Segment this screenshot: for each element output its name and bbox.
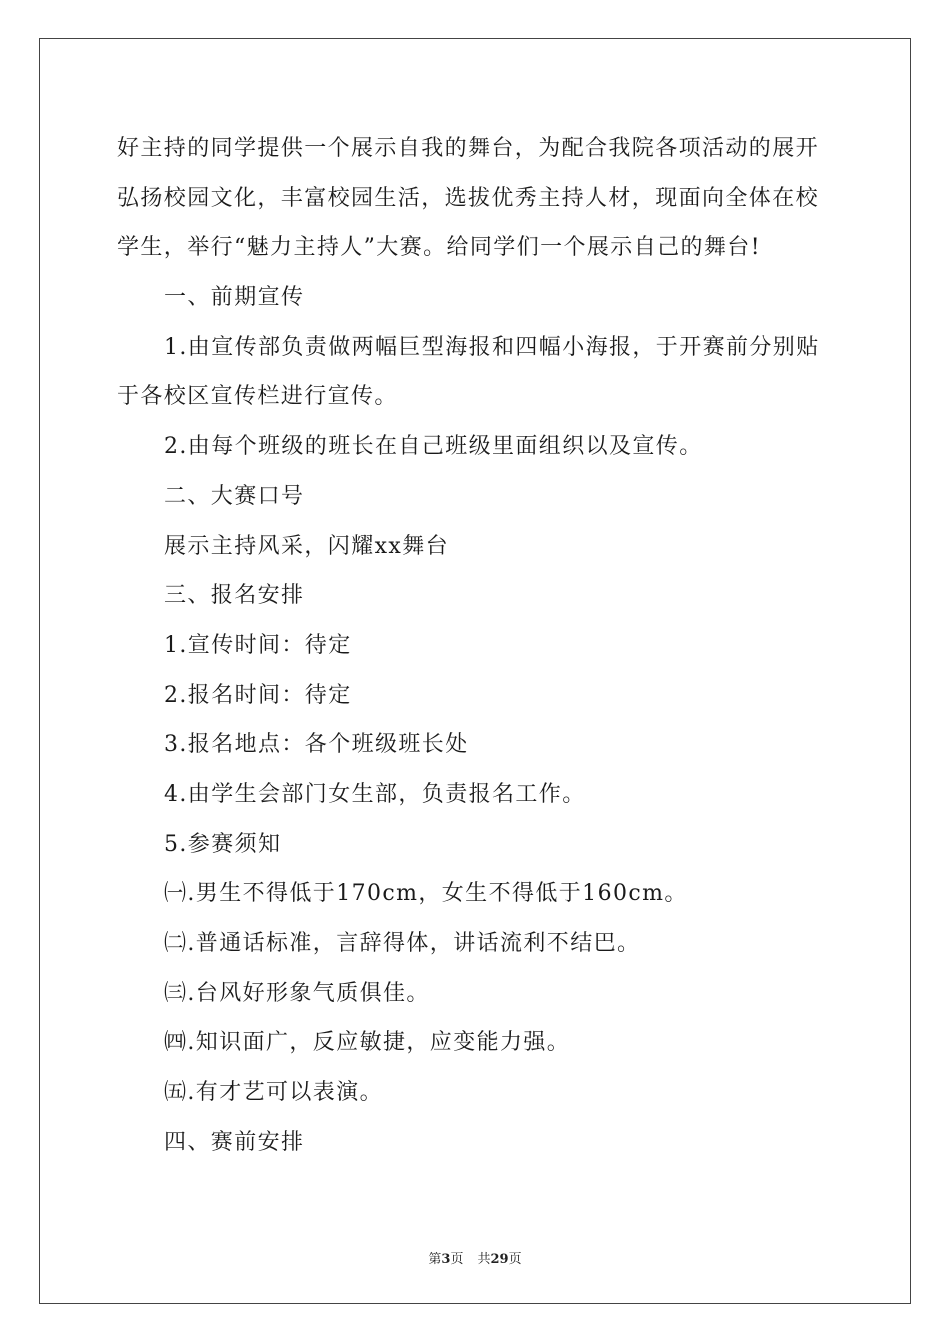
footer-page-number: 3 [441,1252,451,1267]
paragraph-line: 学生，举行“魅力主持人”大赛。给同学们一个展示自己的舞台! [117,235,761,261]
sub-list-item: ㈣.知识面广，反应敏捷，应变能力强。 [164,1030,571,1056]
list-item: 2.报名时间：待定 [164,682,352,708]
footer-total-suffix: 页 [508,1252,522,1267]
section-heading-publicity: 一、前期宣传 [164,285,305,311]
slogan-text: 展示主持风采，闪耀xx舞台 [164,533,450,559]
list-item: 3.报名地点：各个班级班长处 [164,732,469,758]
paragraph-line: 好主持的同学提供一个展示自我的舞台，为配合我院各项活动的展开 [117,136,820,161]
sub-list-item: ㈢.台风好形象气质俱佳。 [164,980,430,1006]
paragraph-line: 1.由宣传部负责做两幅巨型海报和四幅小海报，于开赛前分别贴 [164,334,820,360]
page-footer [0,1248,950,1267]
section-heading-slogan: 二、大赛口号 [164,483,305,509]
sub-list-item: ㈡.普通话标准，言辞得体，讲话流利不结巴。 [164,931,641,956]
footer-page-suffix: 页 [450,1252,464,1267]
document-body [117,124,837,1167]
list-item: 1.宣传时间：待定 [164,632,352,658]
footer-total-pages: 29 [490,1252,509,1267]
sub-list-item: ㈠.男生不得低于170cm，女生不得低于160cm。 [164,881,688,907]
list-item: 4.由学生会部门女生部，负责报名工作。 [164,781,586,807]
paragraph-line: 2.由每个班级的班长在自己班级里面组织以及宣传。 [164,434,703,460]
section-heading-pre-contest: 四、赛前安排 [164,1129,305,1155]
paragraph-line: 于各校区宣传栏进行宣传。 [117,384,398,410]
section-heading-registration: 三、报名安排 [164,583,305,609]
sub-list-item: ㈤.有才艺可以表演。 [164,1080,383,1106]
list-item: 5.参赛须知 [164,831,282,857]
footer-total-prefix: 共 [477,1252,491,1267]
paragraph-line: 弘扬校园文化，丰富校园生活，选拔优秀主持人材，现面向全体在校 [117,185,820,211]
footer-page-prefix: 第 [428,1252,442,1267]
